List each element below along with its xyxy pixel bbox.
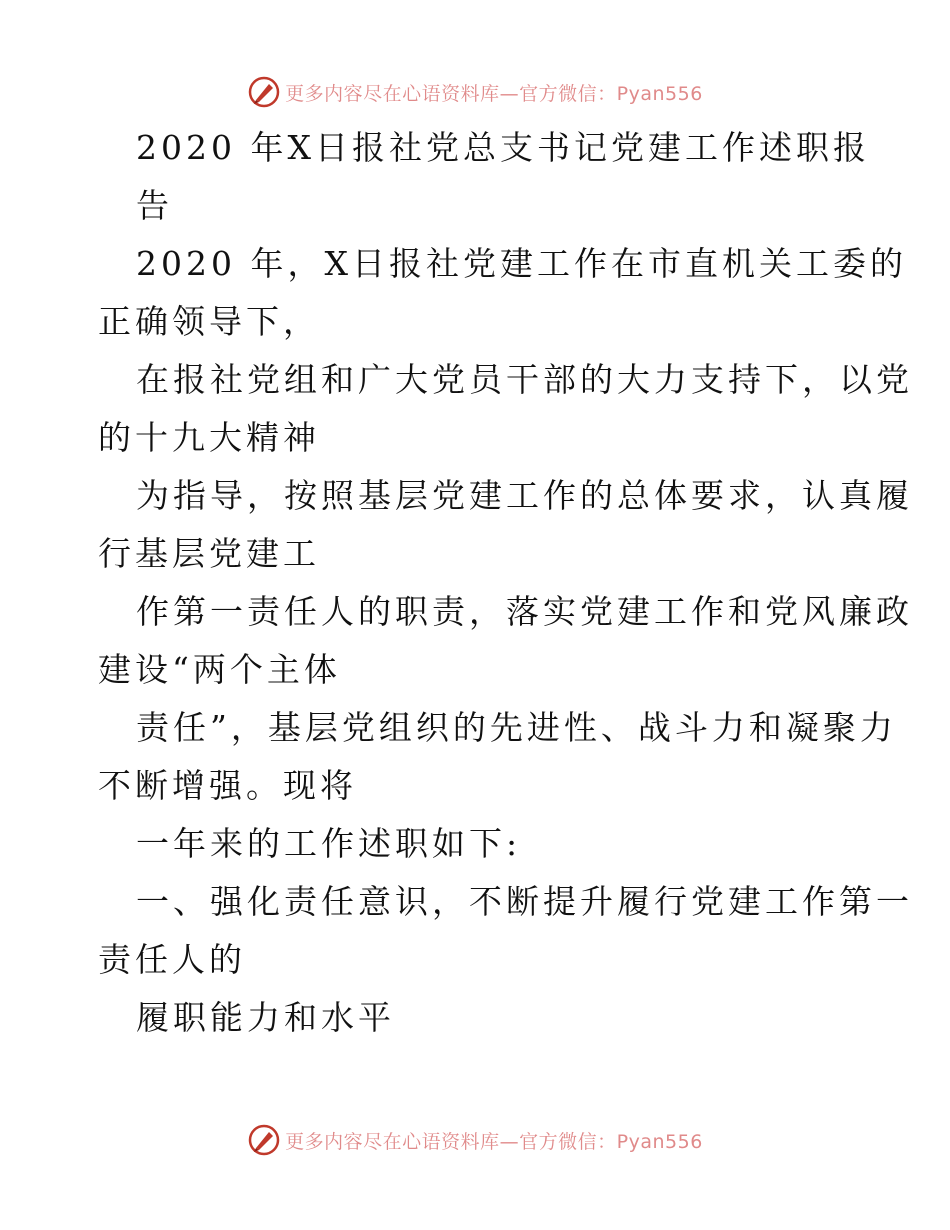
section-heading-line-1: 一、强化责任意识，不断提升履行党建工作第一 [136,882,913,921]
paragraph-line: 作第一责任人的职责，落实党建工作和党风廉政 [136,592,913,631]
paragraph-line: 的十九大精神 [98,418,320,457]
pen-nib-logo-icon [247,1123,281,1157]
paragraph-line: 建设“两个主体 [98,650,341,689]
title-line-1: 2020 年X日报社党总支书记党建工作述职报 [136,128,870,167]
section-heading-line-2: 责任人的 [98,940,246,979]
section-heading-line-3: 履职能力和水平 [136,998,395,1037]
watermark-text: 更多内容尽在心语资料库—官方微信：Pyan556 [285,1130,703,1153]
paragraph-line: 为指导，按照基层党建工作的总体要求，认真履 [136,476,913,515]
paragraph-line: 责任”，基层党组织的先进性、战斗力和凝聚力 [136,708,897,747]
watermark-text: 更多内容尽在心语资料库—官方微信：Pyan556 [285,82,703,105]
paragraph-line: 正确领导下， [98,302,320,341]
paragraph-line: 在报社党组和广大党员干部的大力支持下，以党 [136,360,913,399]
paragraph-line: 2020 年，X日报社党建工作在市直机关工委的 [136,244,907,283]
title-line-2: 告 [136,186,173,225]
paragraph-line: 行基层党建工 [98,534,320,573]
pen-nib-logo-icon [247,75,281,109]
footer-watermark [0,1120,950,1160]
paragraph-line: 不断增强。现将 [98,766,357,805]
paragraph-line: 一年来的工作述职如下: [136,824,522,863]
header-watermark [0,72,950,112]
